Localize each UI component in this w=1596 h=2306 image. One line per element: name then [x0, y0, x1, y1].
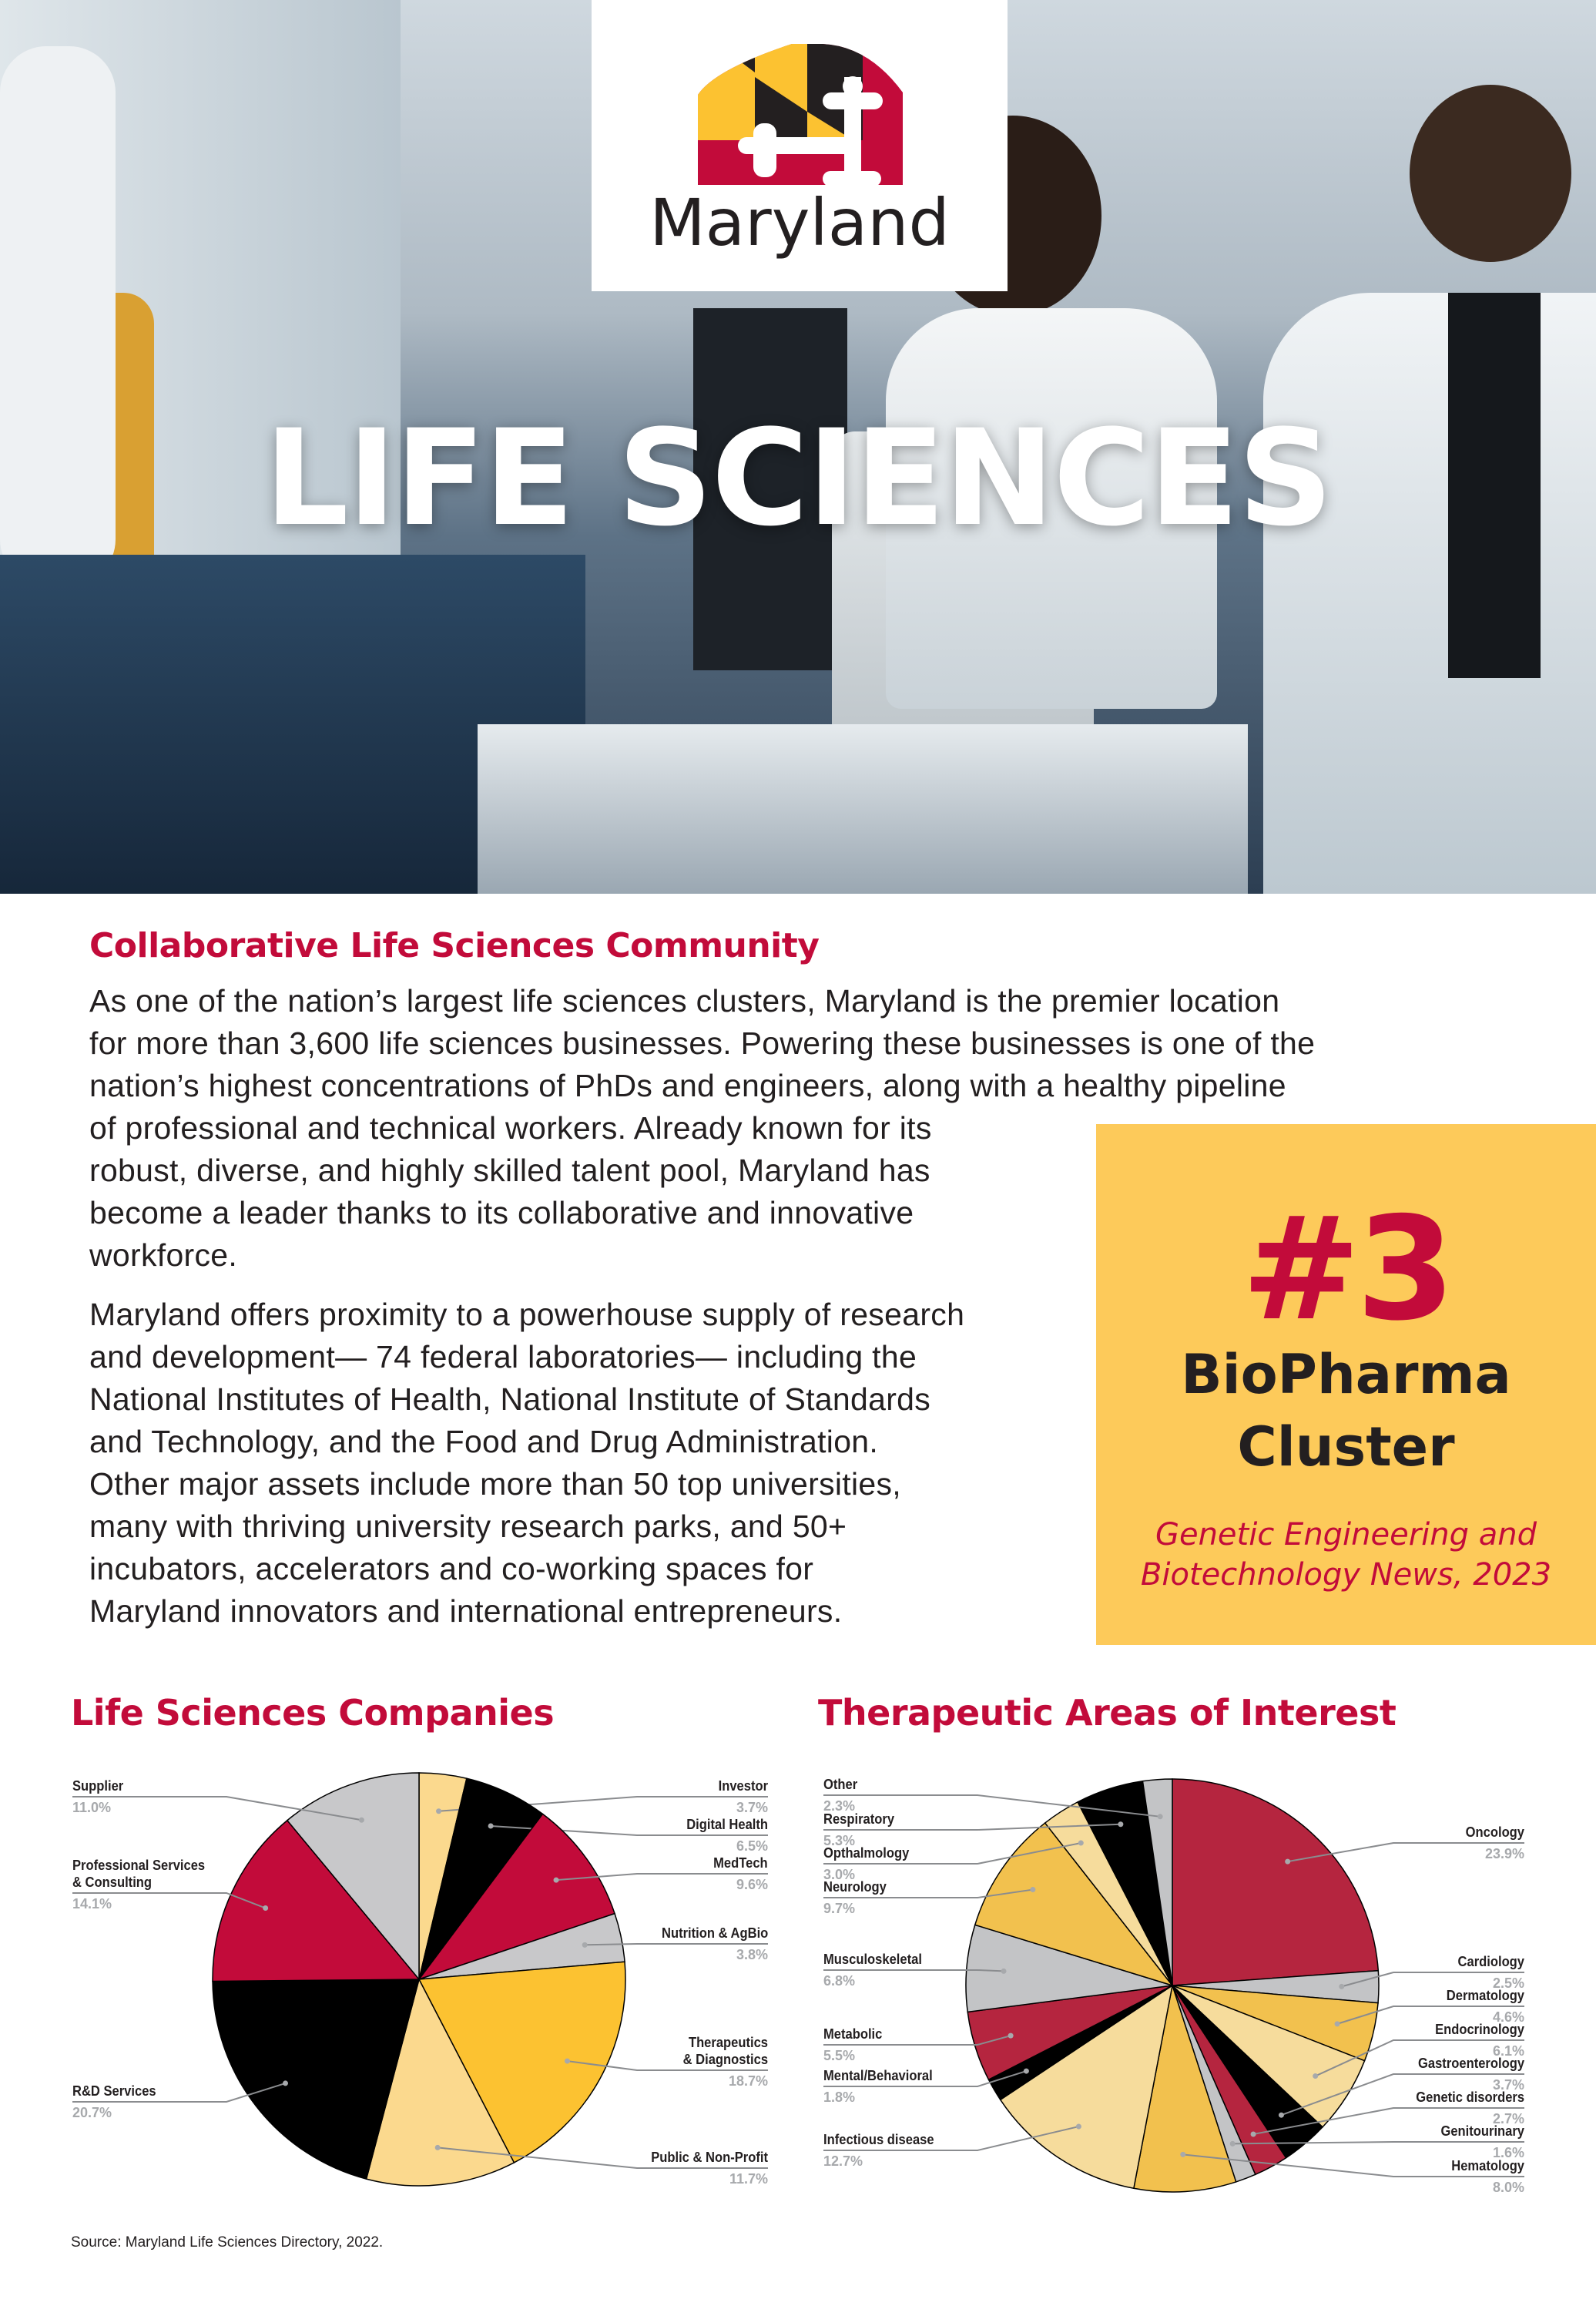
- slice-value: 3.0%: [823, 1867, 856, 1882]
- leader-dot: [263, 1905, 268, 1911]
- body-line: nation’s highest concentrations of PhDs and engineers, along with a healthy pipeline: [89, 1068, 1286, 1103]
- body-line: for more than 3,600 life sciences businesses. Powering these businesses is one of the: [89, 1025, 1316, 1061]
- slice-label: Oncology: [1465, 1824, 1524, 1840]
- slice-label: Other: [823, 1777, 858, 1792]
- slice-value: 5.3%: [823, 1833, 856, 1848]
- slice-label: Endocrinology: [1435, 2022, 1524, 2037]
- leader-dot: [359, 1818, 364, 1823]
- body-line: become a leader thanks to its collaborative and innovative: [89, 1195, 914, 1230]
- leader-dot: [1024, 2069, 1029, 2074]
- leader-dot: [1001, 1969, 1007, 1974]
- slice-label: Metabolic: [823, 2026, 883, 2042]
- leader-dot: [565, 2059, 570, 2064]
- slice-value: 8.0%: [1492, 2180, 1524, 2195]
- pie-slice: [1172, 1779, 1378, 1985]
- slice-label: Nutrition & AgBio: [661, 1925, 768, 1941]
- body-line: workforce.: [89, 1237, 238, 1273]
- slice-label: Dermatology: [1446, 1988, 1524, 2003]
- chart-title-companies: Life Sciences Companies: [71, 1692, 555, 1734]
- slice-label: Respiratory: [823, 1811, 895, 1827]
- slice-value: 9.7%: [823, 1901, 856, 1916]
- callout-source-line-1: Genetic Engineering and: [1155, 1517, 1537, 1552]
- leader-dot: [582, 1942, 588, 1948]
- slice-value: 9.6%: [736, 1877, 768, 1892]
- body-line: and Technology, and the Food and Drug Administration.: [89, 1424, 879, 1459]
- slice-label: Investor: [718, 1778, 768, 1794]
- chart-title-therapeutic-areas: Therapeutic Areas of Interest: [818, 1692, 1396, 1734]
- callout-source-line-2: Biotechnology News, 2023: [1140, 1557, 1552, 1593]
- slice-value: 2.3%: [823, 1798, 856, 1814]
- slice-label: Public & Non-Profit: [651, 2150, 768, 2165]
- body-line: Other major assets include more than 50 top universities,: [89, 1466, 901, 1502]
- leader-dot: [1339, 1984, 1344, 1989]
- callout-title-line-2: Cluster: [1237, 1415, 1455, 1479]
- body-line: incubators, accelerators and co-working spaces for: [89, 1551, 814, 1586]
- leader-dot: [1030, 1887, 1035, 1892]
- slice-value: 20.7%: [72, 2105, 112, 2120]
- slice-label: Genetic disorders: [1416, 2089, 1524, 2105]
- slice-value: 18.7%: [728, 2073, 768, 2089]
- slice-label: Therapeutics & Diagnostics: [682, 2035, 768, 2067]
- slice-label: Supplier: [72, 1778, 124, 1794]
- body-line: Maryland innovators and international entrepreneurs.: [89, 1593, 843, 1629]
- slice-value: 11.7%: [729, 2171, 768, 2187]
- slice-value: 4.6%: [1492, 2009, 1524, 2025]
- leader-dot: [283, 2080, 288, 2086]
- slice-value: 1.6%: [1492, 2145, 1524, 2160]
- rank-number: #3: [1241, 1186, 1451, 1352]
- leader-dot: [1118, 1821, 1123, 1827]
- slice-label: Hematology: [1451, 2158, 1524, 2173]
- slice-value: 6.8%: [823, 1973, 856, 1989]
- body-line: robust, diverse, and highly skilled talent pool, Maryland has: [89, 1153, 930, 1188]
- leader-dot: [1335, 2021, 1340, 2026]
- slice-label: Infectious disease: [823, 2132, 934, 2147]
- leader-line: [585, 1944, 768, 1945]
- slice-value: 2.7%: [1492, 2111, 1524, 2126]
- callout-title-line-1: BioPharma: [1181, 1343, 1511, 1406]
- slice-value: 23.9%: [1484, 1846, 1524, 1861]
- slice-label: Opthalmology: [823, 1845, 910, 1861]
- source-note: Source: Maryland Life Sciences Directory, 2022.: [71, 2234, 384, 2251]
- slice-value: 11.0%: [72, 1800, 112, 1815]
- leader-dot: [1279, 2113, 1284, 2118]
- leader-dot: [488, 1823, 494, 1828]
- leader-dot: [1008, 2033, 1014, 2039]
- slice-label: Musculoskeletal: [823, 1952, 922, 1967]
- slice-value: 6.5%: [736, 1838, 768, 1854]
- body-line: As one of the nation’s largest life sciences clusters, Maryland is the premier location: [89, 983, 1280, 1019]
- leader-dot: [554, 1878, 559, 1883]
- body-line: and development— 74 federal laboratories— including the: [89, 1339, 917, 1375]
- slice-label: Gastroenterology: [1417, 2056, 1524, 2071]
- body-line: of professional and technical workers. Already known for its: [89, 1110, 932, 1146]
- hero-title: LIFE SCIENCES: [264, 401, 1332, 556]
- leader-dot: [1180, 2152, 1185, 2157]
- slice-label: Digital Health: [686, 1817, 768, 1832]
- slice-value: 12.7%: [823, 2153, 863, 2169]
- body-line: Maryland offers proximity to a powerhouse supply of research: [89, 1297, 965, 1332]
- slice-value: 2.5%: [1492, 1975, 1524, 1991]
- slice-value: 1.8%: [823, 2089, 856, 2105]
- leader-dot: [1230, 2141, 1236, 2147]
- intro-heading: Collaborative Life Sciences Community: [89, 926, 820, 965]
- body-line: National Institutes of Health, National Institute of Standards: [89, 1381, 931, 1417]
- slice-label: Professional Services & Consulting: [72, 1858, 206, 1890]
- slice-value: 5.5%: [823, 2048, 856, 2063]
- slice-label: Mental/Behavioral: [823, 2068, 933, 2083]
- leader-dot: [1076, 2124, 1081, 2130]
- slice-label: R&D Services: [72, 2083, 156, 2099]
- leader-dot: [436, 1808, 441, 1814]
- body-line: many with thriving university research parks, and 50+: [89, 1509, 847, 1544]
- slice-value: 3.7%: [736, 1800, 768, 1815]
- slice-value: 14.1%: [72, 1896, 112, 1912]
- leader-dot: [1158, 1814, 1163, 1819]
- leader-dot: [435, 2145, 441, 2150]
- slice-label: MedTech: [713, 1855, 768, 1871]
- leader-dot: [1251, 2132, 1256, 2137]
- slice-value: 3.8%: [736, 1947, 768, 1962]
- slice-value: 6.1%: [1492, 2043, 1524, 2059]
- leader-dot: [1078, 1841, 1084, 1846]
- slice-label: Genitourinary: [1440, 2123, 1524, 2139]
- slice-label: Cardiology: [1457, 1954, 1524, 1969]
- svg-text:Maryland: Maryland: [649, 185, 950, 260]
- slice-value: 3.7%: [1492, 2077, 1524, 2093]
- leader-dot: [1285, 1859, 1290, 1865]
- leader-dot: [1313, 2073, 1318, 2079]
- slice-label: Neurology: [823, 1879, 887, 1895]
